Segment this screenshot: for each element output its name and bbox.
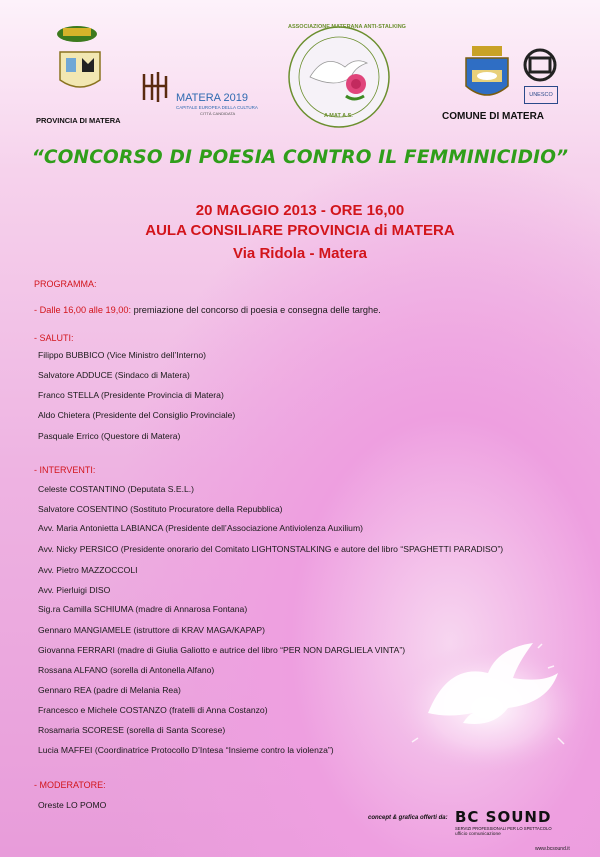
comune-crest-icon bbox=[460, 44, 514, 106]
saluti-item: Filippo BUBBICO (Vice Ministro dell’Interno) bbox=[38, 350, 206, 360]
unesco-logo bbox=[522, 48, 564, 108]
interventi-item: Rossana ALFANO (sorella di Antonella Alfano) bbox=[38, 665, 215, 675]
interventi-item: Giovanna FERRARI (madre di Giulia Galiotto e autrice del libro “PER NON DARGLIELA VINTA”) bbox=[38, 645, 406, 655]
programma-heading: PROGRAMMA: bbox=[34, 279, 97, 289]
unesco-heritage-icon bbox=[522, 48, 558, 82]
interventi-item: Avv. Nicky PERSICO (Presidente onorario del Comitato LIGHTONSTALKING e autore del libro “SPAGHETTI PARADISO”) bbox=[38, 544, 504, 554]
dove-icon bbox=[388, 628, 588, 778]
bcsound-site: www.bcsound.it bbox=[535, 846, 570, 852]
interventi-item: Celeste COSTANTINO (Deputata S.E.L.) bbox=[38, 484, 195, 494]
saluti-item: Salvatore ADDUCE (Sindaco di Matera) bbox=[38, 370, 190, 380]
matera2019-mark-icon bbox=[140, 70, 176, 106]
programma-line bbox=[34, 305, 381, 315]
saluti-item: Aldo Chietera (Presidente del Consiglio Provinciale) bbox=[38, 410, 236, 420]
interventi-item: Sig.ra Camilla SCHIUMA (madre di Annarosa Fontana) bbox=[38, 604, 248, 614]
interventi-item: Salvatore COSENTINO (Sostituto Procuratore della Repubblica) bbox=[38, 504, 283, 514]
interventi-item: Avv. Maria Antonietta LABIANCA (Presidente dell’Associazione Antiviolenza Auxilium) bbox=[38, 523, 363, 533]
interventi-item: Avv. Pierluigi DISO bbox=[38, 585, 111, 595]
matera2019-logo bbox=[140, 70, 280, 120]
matera2019-sub2: CITTÀ CANDIDATA bbox=[200, 111, 236, 116]
provincia-logo bbox=[30, 24, 120, 124]
matera2019-name: MATERA 2019 bbox=[176, 92, 248, 104]
provincia-caption: PROVINCIA DI MATERA bbox=[36, 116, 121, 125]
programma-desc: premiazione del concorso di poesia e consegna delle targhe. bbox=[131, 305, 381, 315]
bcsound-logo bbox=[455, 808, 577, 853]
event-venue: AULA CONSILIARE PROVINCIA di MATERA bbox=[145, 222, 455, 239]
interventi-item: Lucia MAFFEI (Coordinatrice Protocollo D’Intesa “Insieme contro la violenza”) bbox=[38, 745, 334, 755]
bcsound-tagline2: ufficio comunicazione bbox=[455, 832, 501, 837]
event-date: 20 MAGGIO 2013 - ORE 16,00 bbox=[195, 202, 405, 219]
bcsound-tagline: SERVIZI PROFESSIONALI PER LO SPETTACOLO bbox=[455, 826, 552, 831]
bcsound-brand: BC SOUND bbox=[455, 808, 552, 826]
saluti-item: Franco STELLA (Presidente Provincia di Matera) bbox=[38, 390, 224, 400]
interventi-item: Avv. Pietro MAZZOCCOLI bbox=[38, 565, 138, 575]
interventi-item: Rosamaria SCORESE (sorella di Santa Scorese) bbox=[38, 725, 226, 735]
association-ring-text: ASSOCIAZIONE MATERANA ANTI-STALKING bbox=[288, 24, 406, 30]
interventi-heading: - INTERVENTI: bbox=[34, 465, 96, 475]
programma-time: - Dalle 16,00 alle 19,00: bbox=[34, 305, 132, 315]
interventi-item: Gennaro MANGIAMELE (istruttore di KRAV MAGA/KAPAP) bbox=[38, 625, 266, 635]
credit-label: concept & grafica offerti da: bbox=[368, 815, 448, 821]
association-short: A MAT A.S. bbox=[324, 113, 353, 119]
saluti-item: Pasquale Errico (Questore di Matera) bbox=[38, 431, 181, 441]
interventi-item: Francesco e Michele COSTANZO (fratelli di Anna Costanzo) bbox=[38, 705, 268, 715]
provincia-crest-icon bbox=[30, 24, 120, 104]
interventi-item: Gennaro REA (padre di Melania Rea) bbox=[38, 685, 181, 695]
moderatore-name: Oreste LO POMO bbox=[38, 800, 107, 810]
matera2019-sub: CAPITALE EUROPEA DELLA CULTURA bbox=[176, 105, 258, 110]
association-logo bbox=[280, 22, 406, 132]
moderatore-heading: - MODERATORE: bbox=[34, 780, 106, 790]
comune-caption: COMUNE DI MATERA bbox=[442, 111, 545, 122]
unesco-label: UNESCO bbox=[524, 86, 558, 104]
event-title: “CONCORSO DI POESIA CONTRO IL FEMMINICIDIO” bbox=[31, 147, 569, 168]
logo-bar bbox=[0, 0, 600, 135]
saluti-heading: - SALUTI: bbox=[34, 333, 74, 343]
event-place: Via Ridola - Matera bbox=[233, 245, 367, 262]
